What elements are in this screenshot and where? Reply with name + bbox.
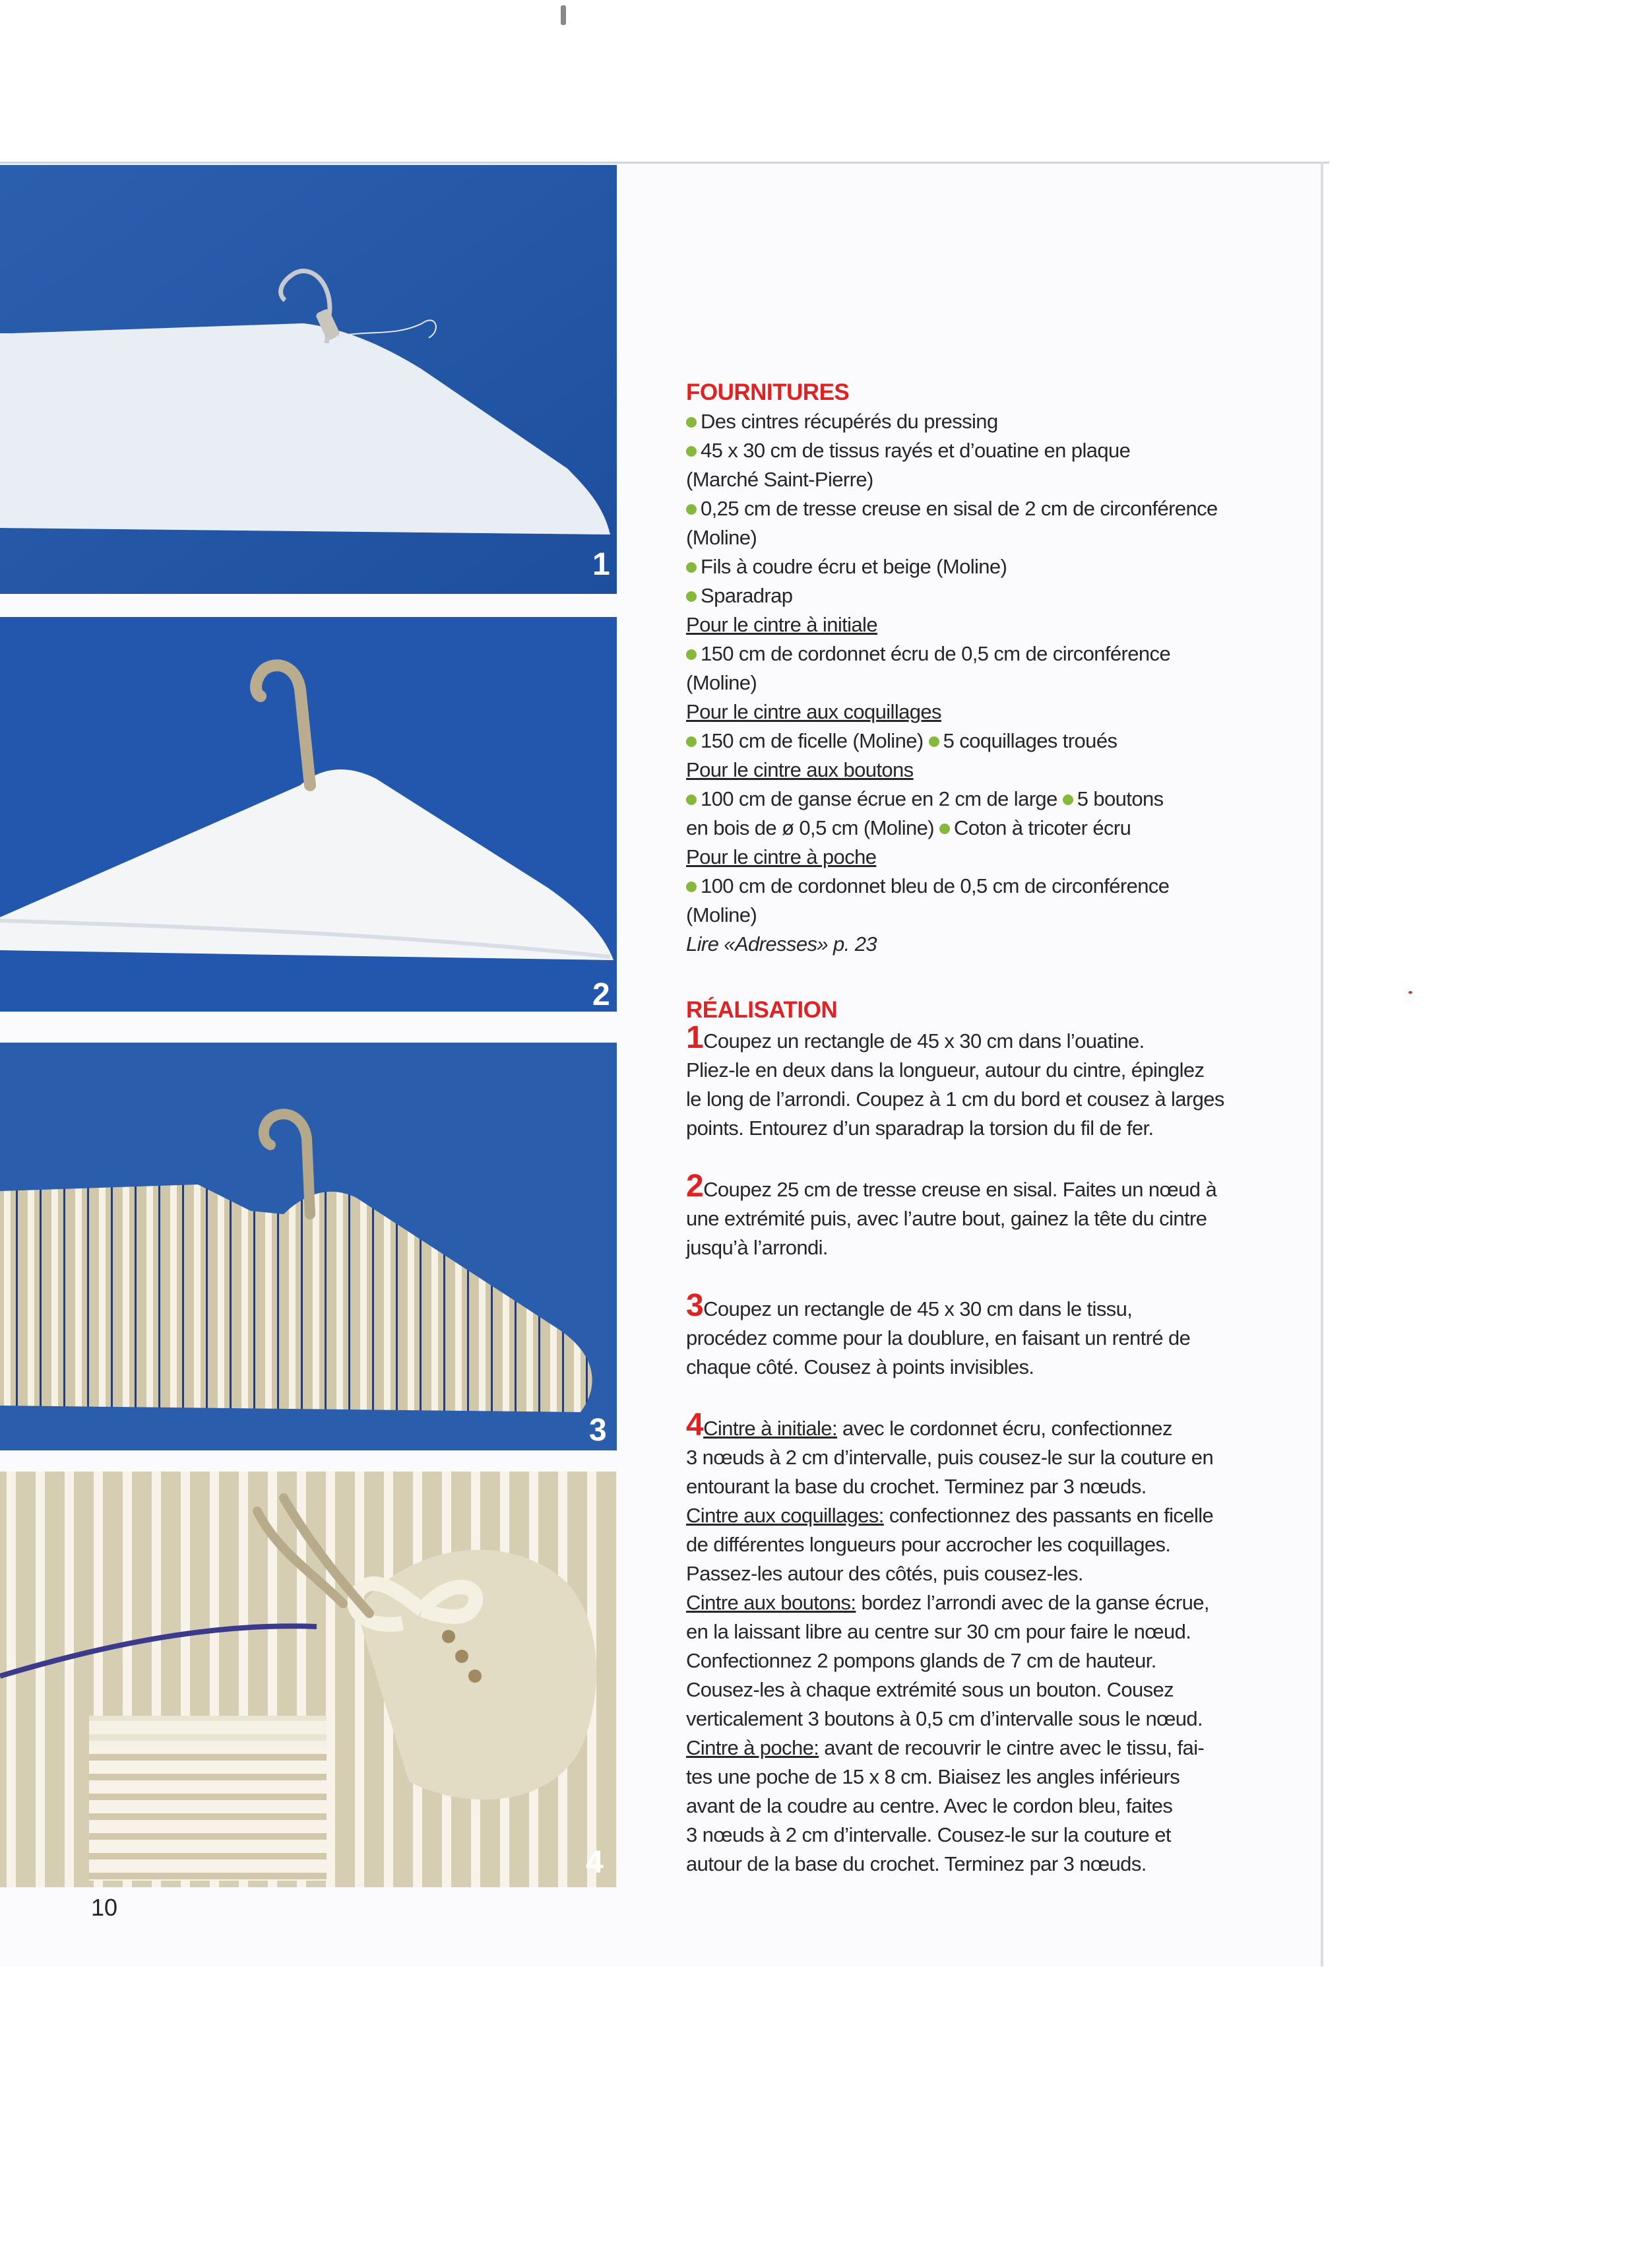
photo-number: 4	[586, 1845, 604, 1880]
scan-speck	[1408, 991, 1412, 994]
subheading-poche: Pour le cintre à poche	[686, 845, 877, 868]
photo-step-2	[0, 617, 617, 1012]
step-number: 3	[686, 1288, 704, 1323]
bullet-icon	[686, 562, 697, 573]
bullet-icon	[1063, 794, 1073, 805]
photo-number: 1	[592, 547, 610, 582]
bullet-icon	[686, 591, 697, 602]
photo-number: 2	[592, 977, 610, 1012]
step-4: 4Cintre à initiale: avec le cordonnet écru, confectionnez 3 nœuds à 2 cm d’intervalle, puis cousez-le sur la couture en entourant la base du crochet. Terminez par 3 nœuds. Cintre aux coquillages: confectionnez des passants en ficelle de différentes longueurs pour accrocher les coquillages. Passez-les autour des côtés, puis cousez-les. Cintre aux boutons: bordez l’arrondi avec de la ganse écrue, en la laissant libre au centre sur 30 cm pour faire le nœud. Confectionnez 2 pompons glands de 7 cm de hauteur. Cousez-les à chaque extrémité sous un bouton. Cousez verticalement 3 boutons à 0,5 cm d’intervalle sous le nœud. Cintre à poche: avant de recouvrir le cintre avec le tissu, fai- tes une poche de 15 x 8 cm. Biaisez les angles inférieurs avant de la coudre au centre. Avec le cordon bleu, faites 3 nœuds à 2 cm d’intervalle. Cousez-le sur la couture et autour de la base du crochet. Terminez par 3 nœuds.	[686, 1408, 1214, 1875]
supply-item-continued: (Moline)	[686, 903, 757, 926]
photo-3-image	[0, 1043, 617, 1450]
page-top-edge	[0, 162, 1329, 164]
subheading-boutons: Pour le cintre aux boutons	[686, 758, 914, 781]
bullet-icon	[686, 882, 697, 892]
address-reference: Lire «Adresses» p. 23	[686, 932, 877, 956]
realisation-heading: RÉALISATION	[686, 997, 838, 1023]
subheading-initiale: Pour le cintre à initiale	[686, 613, 877, 636]
photo-step-4	[0, 1472, 617, 1887]
step-number: 2	[686, 1169, 704, 1204]
supply-item: 150 cm de cordonnet écru de 0,5 cm de circonférence	[686, 639, 1240, 668]
supply-item: 45 x 30 cm de tissus rayés et d’ouatine en plaque	[686, 436, 1240, 465]
step-1: 1Coupez un rectangle de 45 x 30 cm dans l’ouatine. Pliez-le en deux dans la longueur, autour du cintre, épinglez le long de l’arrondi. Coupez à 1 cm du bord et cousez à larges points. Entourez d’un sparadrap la torsion du fil de fer.	[686, 1020, 1224, 1140]
bullet-icon	[686, 504, 697, 515]
step-2: 2Coupez 25 cm de tresse creuse en sisal. Faites un nœud à une extrémité puis, avec l’autre bout, gainez la tête du cintre jusqu’à l’arrondi.	[686, 1169, 1217, 1259]
supply-item-continued: (Moline)	[686, 671, 757, 694]
bullet-icon	[686, 446, 697, 457]
supply-item: Sparadrap	[686, 581, 1240, 610]
photo-step-1	[0, 165, 617, 594]
subheading-coquillages: Pour le cintre aux coquillages	[686, 700, 941, 723]
photo-4-image	[0, 1472, 617, 1887]
supply-item: en bois de ø 0,5 cm (Moline) Coton à tricoter écru	[686, 816, 1131, 839]
bullet-icon	[686, 794, 697, 805]
supply-item: Des cintres récupérés du pressing	[686, 407, 1240, 436]
bullet-icon	[939, 824, 950, 834]
photo-number: 3	[589, 1413, 607, 1448]
page-right-edge	[1321, 162, 1323, 1966]
bullet-icon	[686, 649, 697, 660]
step-number: 1	[686, 1020, 704, 1055]
article-text	[686, 379, 1240, 1879]
scan-speck	[561, 5, 566, 25]
photo-step-3	[0, 1043, 617, 1450]
photo-1-image	[0, 165, 617, 594]
bullet-icon	[686, 417, 697, 428]
supply-item: Fils à coudre écru et beige (Moline)	[686, 552, 1240, 581]
supply-item: 100 cm de ganse écrue en 2 cm de large 5 boutons	[686, 785, 1240, 814]
fournitures-heading: FOURNITURES	[686, 379, 850, 405]
supply-item-continued: (Moline)	[686, 526, 757, 549]
step-number: 4	[686, 1408, 704, 1442]
supply-item-continued: (Marché Saint-Pierre)	[686, 468, 873, 491]
photo-2-image	[0, 617, 617, 1012]
supply-item: 150 cm de ficelle (Moline) 5 coquillages troués	[686, 727, 1240, 756]
supply-item: 0,25 cm de tresse creuse en sisal de 2 cm de circonférence	[686, 494, 1240, 523]
bullet-icon	[929, 736, 939, 747]
bullet-icon	[686, 736, 697, 747]
page-number: 10	[91, 1894, 118, 1921]
step-3: 3Coupez un rectangle de 45 x 30 cm dans le tissu, procédez comme pour la doublure, en faisant un rentré de chaque côté. Cousez à points invisibles.	[686, 1288, 1191, 1378]
supply-item: 100 cm de cordonnet bleu de 0,5 cm de circonférence	[686, 872, 1240, 901]
